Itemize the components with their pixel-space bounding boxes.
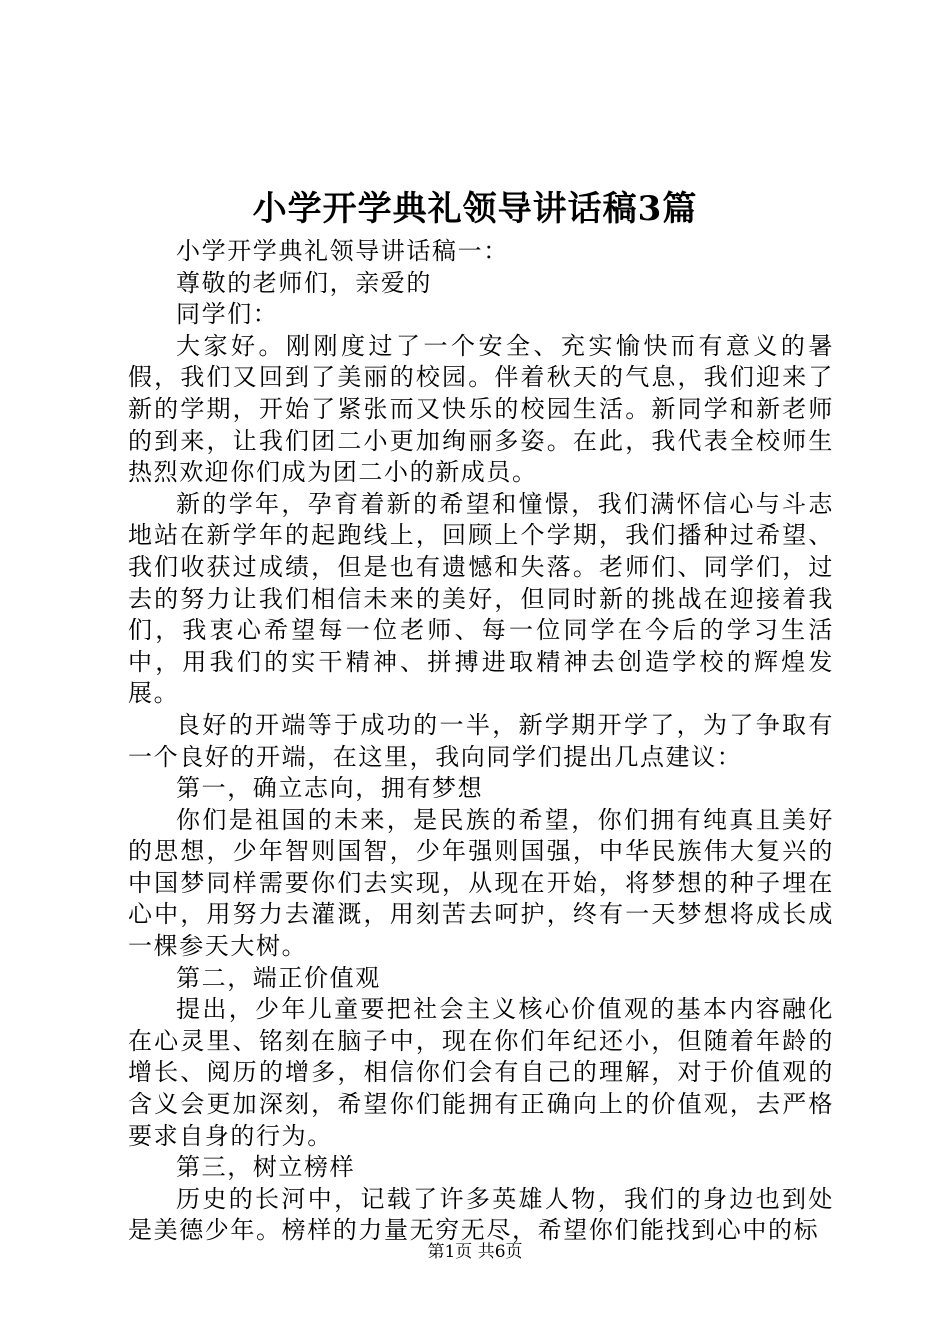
paragraph-point-one-body: 你们是祖国的未来，是民族的希望，你们拥有纯真且美好的思想，少年智则国智，少年强则国强，中华民族伟大复兴的中国梦同样需要你们去实现，从现在开始，将梦想的种子埋在心中，用努力去灌溉，用刻苦去呵护，终有一天梦想将成长成一棵参天大树。	[128, 805, 834, 961]
document-title: 小学开学典礼领导讲话稿3篇	[252, 189, 698, 229]
page-number-footer: 第1页 共6页	[427, 1242, 523, 1262]
document-body	[128, 236, 834, 1247]
paragraph-point-one-heading: 第一，确立志向，拥有梦想	[176, 774, 484, 803]
paragraph-point-two-body: 提出，少年儿童要把社会主义核心价值观的基本内容融化在心灵里、铭刻在脑子中，现在你们年纪还小，但随着年龄的增长、阅历的增多，相信你们会有自己的理解，对于价值观的含义会更加深刻，希望你们能拥有正确向上的价值观，去严格要求自身的行为。	[128, 995, 834, 1150]
paragraph-point-three-body: 历史的长河中，记载了许多英雄人物，我们的身边也到处是美德少年。榜样的力量无穷无尽，希望你们能找到心中的标	[128, 1184, 834, 1245]
paragraph-point-three-heading: 第三，树立榜样	[176, 1153, 356, 1182]
paragraph-heading-one: 小学开学典礼领导讲话稿一：	[176, 237, 509, 265]
paragraph-good-start: 良好的开端等于成功的一半，新学期开学了，为了争取有一个良好的开端，在这里，我向同学们提出几点建议：	[128, 710, 834, 771]
paragraph-salutation: 尊敬的老师们，亲爱的	[176, 268, 432, 297]
paragraph-new-year: 新的学年，孕育着新的希望和憧憬，我们满怀信心与斗志地站在新学年的起跑线上，回顾上个学期，我们播种过希望、我们收获过成绩，但是也有遗憾和失落。老师们、同学们，过去的努力让我们相信未来的美好，但同时新的挑战在迎接着我们，我衷心希望每一位老师、每一位同学在今后的学习生活中，用我们的实干精神、拼搏进取精神去创造学校的辉煌发展。	[128, 489, 834, 708]
paragraph-point-two-heading: 第二，端正价值观	[176, 963, 381, 992]
paragraph-greeting: 大家好。刚刚度过了一个安全、充实愉快而有意义的暑假，我们又回到了美丽的校园。伴着秋天的气息，我们迎来了新的学期，开始了紧张而又快乐的校园生活。新同学和新老师的到来，让我们团二小更加绚丽多姿。在此，我代表全校师生热烈欢迎你们成为团二小的新成员。	[128, 331, 834, 487]
paragraph-salutation-continued: 同学们：	[176, 300, 279, 329]
